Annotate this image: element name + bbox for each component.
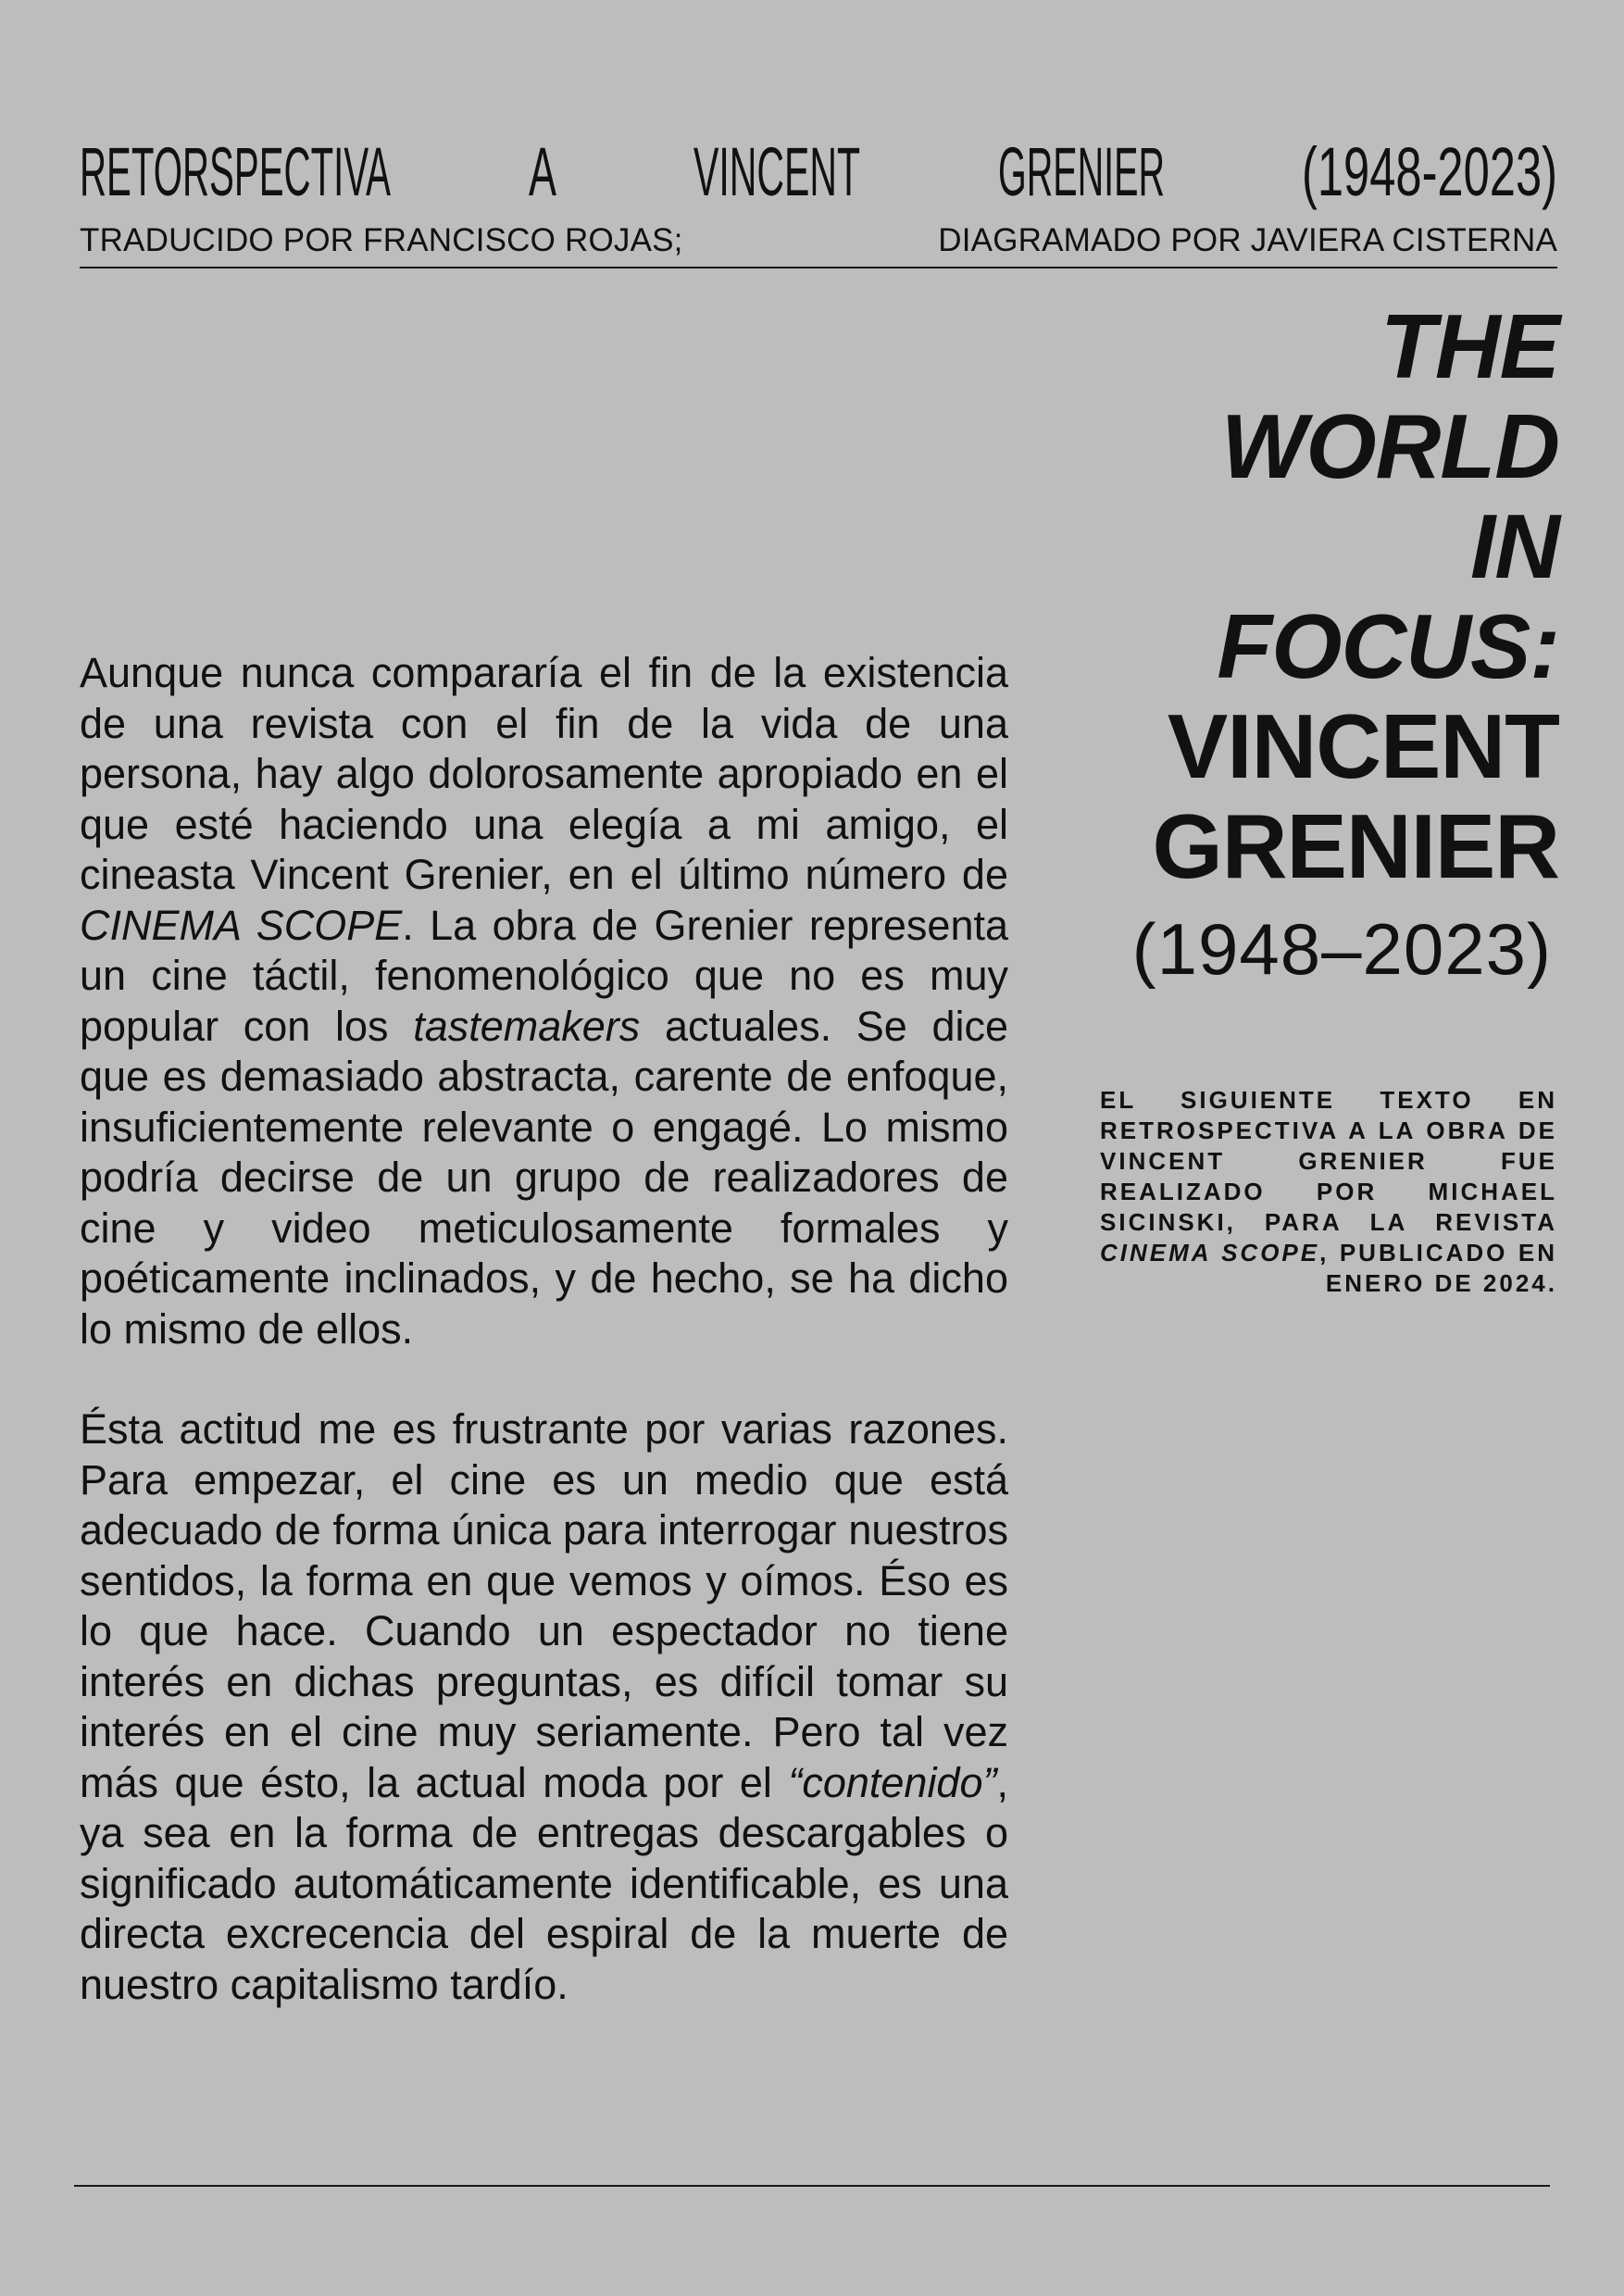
title-line: WORLD [1220,395,1559,497]
header-title-word-2-wrap [529,130,556,215]
title-line: IN [1470,495,1559,597]
paragraph-2 [80,1404,1008,2010]
header-title-word-5-wrap [1302,130,1557,215]
article-body [80,648,1008,2060]
article-title [967,296,1559,896]
title-line: FOCUS: [1217,595,1559,697]
bottom-divider [74,2185,1550,2187]
paragraph-text: , ya sea en la forma de entregas descargables o significado automáticamente identificable, es una directa excrecencia del espiral de la muerte de nuestro capitalismo tardío. [80,1758,1008,2008]
header-title-word-4-wrap [998,130,1165,215]
header-credits [80,222,1557,259]
header-title-word: GRENIER [997,133,1165,210]
designer-credit: DIAGRAMADO POR JAVIERA CISTERNA [938,222,1557,258]
header-title-word: A [528,133,556,210]
title-line: GRENIER [1152,795,1559,897]
side-note-text: EL SIGUIENTE TEXTO EN RETROSPECTIVA A LA OBRA DE VINCENT GRENIER FUE REALIZADO POR MICHAEL SICINSKI, PARA LA REVISTA [1100,1086,1557,1236]
header-title-word-1-wrap [80,130,391,215]
header-title [80,130,1557,215]
paragraph-1 [80,648,1008,1354]
paragraph-text: actuales. Se dice que es demasiado abstracta, carente de enfoque, insuficientemente relevante o engagé. Lo mismo podría decirse de un grupo de realizadores de cine y video meticulosamente formales y poéticamente inclinados, y de hecho, se ha dicho lo mismo de ellos. [80,1002,1008,1353]
paragraph-emphasis: tastemakers [413,1002,641,1050]
paragraph-text: Ésta actitud me es frustrante por varias razones. Para empezar, el cine es un medio que está adecuado de forma única para interrogar nuestros sentidos, la forma en que vemos y oímos. Éso es lo que hace. Cuando un espectador no tiene interés en dichas preguntas, es difícil tomar su interés en el cine muy seriamente. Pero tal vez más que ésto, la actual moda por el [80,1405,1008,1806]
header-title-word: RETORSPECTIVA [80,133,391,210]
title-years: (1948–2023) [1131,908,1552,990]
paragraph-text: . La obra de Grenier representa un cine táctil, fenomenológico que no es muy popular con los [80,901,1009,1050]
paragraph-text: Aunque nunca compararía el fin de la existencia de una revista con el fin de la vida de una persona, hay algo dolorosamente apropiado en el que esté haciendo una elegía a mi amigo, el cineasta Vincent Grenier, en el último número de [80,649,1008,898]
paragraph-emphasis: “contenido” [788,1758,997,1806]
side-note-magazine: CINEMA SCOPE [1100,1239,1320,1267]
top-divider [80,267,1557,268]
header-title-word: (1948-2023) [1302,133,1557,210]
title-line: THE [1380,295,1559,397]
header-title-word-3-wrap [693,130,860,215]
header-title-word: VINCENT [693,133,860,210]
title-line: VINCENT [1167,695,1559,797]
side-note [1100,1085,1557,1299]
paragraph-emphasis: CINEMA SCOPE [80,901,403,949]
side-note-text-end: , PUBLICADO EN ENERO DE 2024. [1319,1239,1557,1297]
translator-credit: TRADUCIDO POR FRANCISCO ROJAS; [80,222,683,258]
